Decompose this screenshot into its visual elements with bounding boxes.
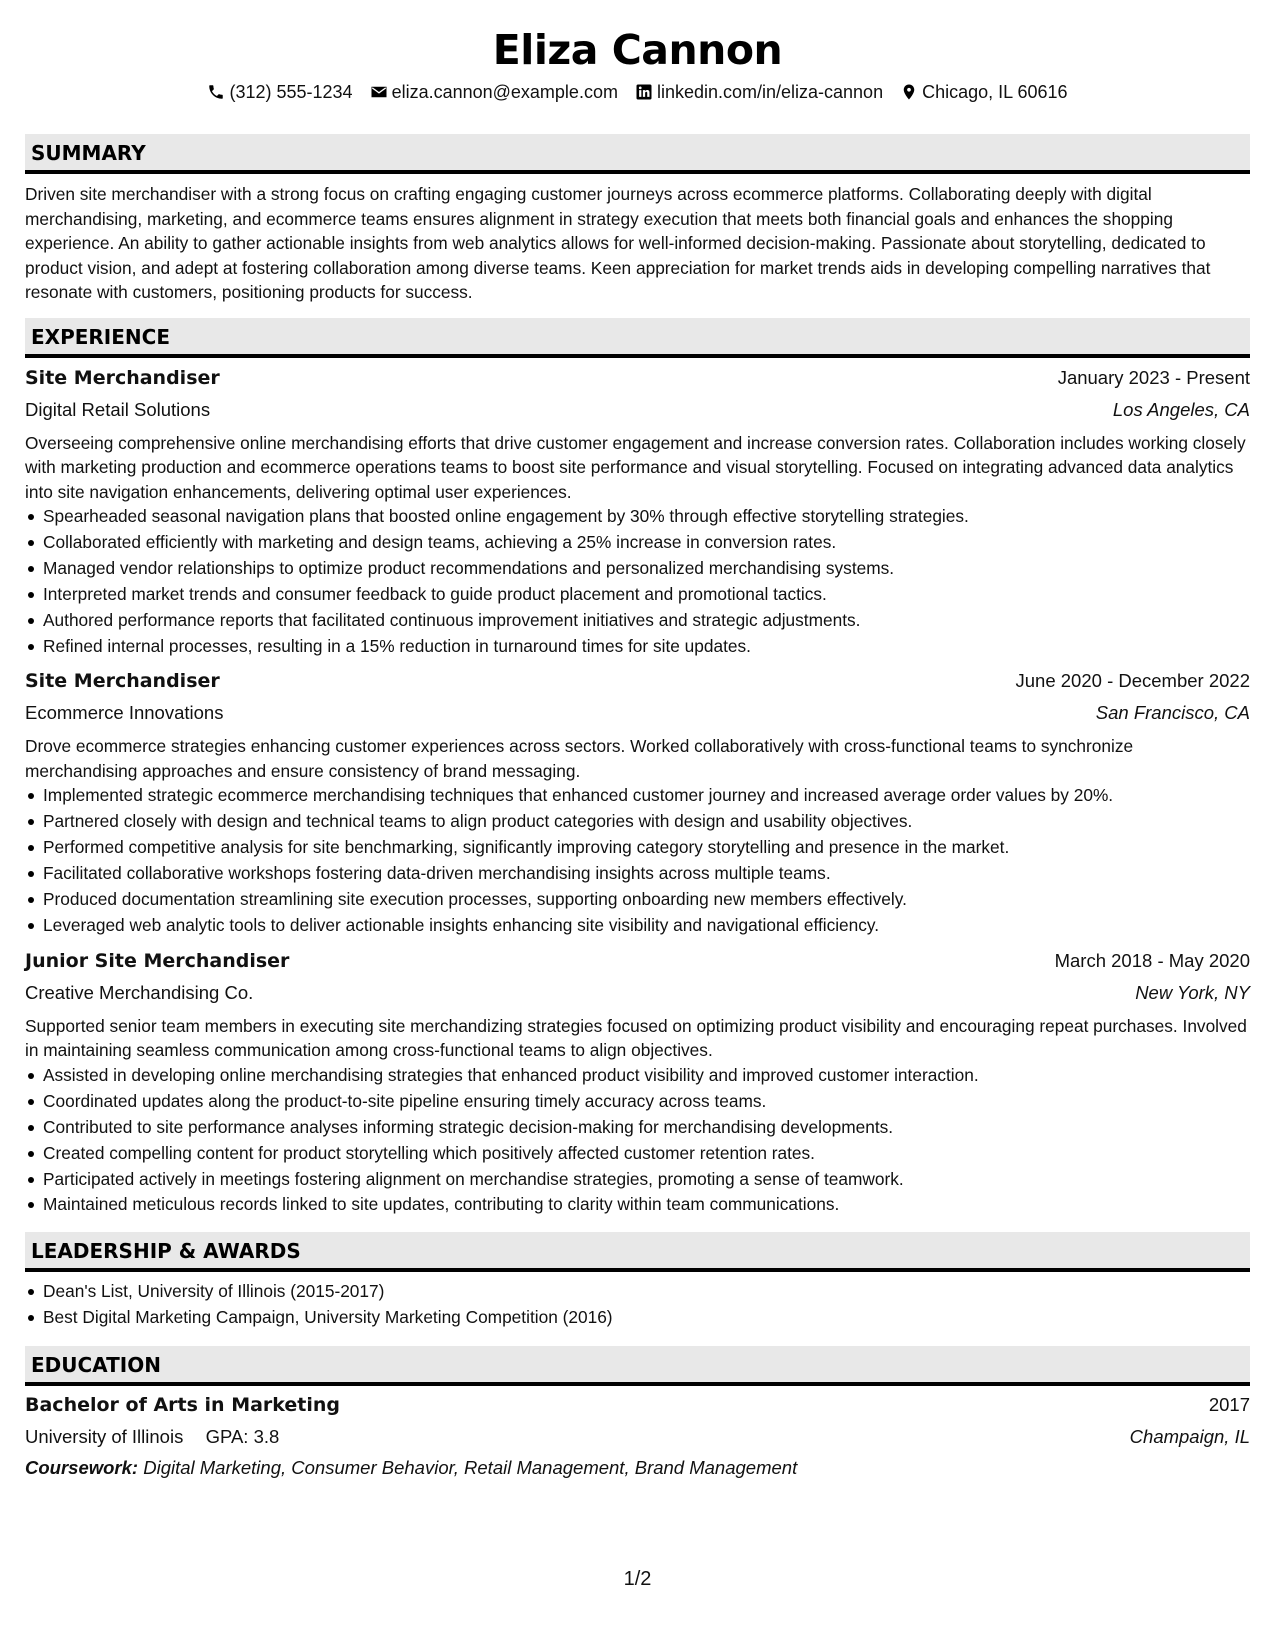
job-location: Los Angeles, CA (1112, 398, 1250, 420)
list-item: Leveraged web analytic tools to deliver actionable insights enhancing site visibility and navigational efficiency. (43, 913, 1250, 939)
coursework-list: Digital Marketing, Consumer Behavior, Retail Management, Brand Management (143, 1457, 798, 1479)
list-item: Authored performance reports that facilitated continuous improvement initiatives and strategic adjustments. (43, 608, 1250, 634)
list-item: Assisted in developing online merchandising strategies that enhanced product visibility and improved customer interaction. (43, 1063, 1250, 1089)
job-entry (25, 665, 1250, 938)
job-dates: June 2020 - December 2022 (1015, 670, 1250, 692)
job-location: New York, NY (1135, 981, 1250, 1003)
page-number: 1/2 (623, 1568, 652, 1590)
candidate-name: Eliza Cannon (492, 26, 783, 74)
list-item: Created compelling content for product storytelling which positively affected customer retention rates. (43, 1141, 1250, 1167)
list-item: Implemented strategic ecommerce merchandising techniques that enhanced customer journey and increased average order values by 20%. (43, 783, 1250, 809)
job-bullets (25, 783, 1250, 938)
degree: Bachelor of Arts in Marketing (25, 1394, 341, 1417)
location-text: Chicago, IL 60616 (922, 82, 1068, 102)
contact-phone[interactable] (207, 80, 352, 104)
job-description: Drove ecommerce strategies enhancing customer experiences across sectors. Worked collaboratively with cross-functional teams to synchronize merchandising approaches and ensure consistency of brand messaging. (25, 736, 1134, 781)
job-company: Ecommerce Innovations (25, 702, 224, 724)
job-entry (25, 362, 1250, 660)
map-pin-icon (900, 83, 918, 101)
awards-heading: LEADERSHIP & AWARDS (25, 1232, 1250, 1272)
summary-text: Driven site merchandiser with a strong focus on crafting engaging customer journeys across ecommerce platforms. Collaborating deeply with digital merchandising, marketing, and ecommerce teams ensures alignment in strategy execution that meets both financial goals and enhances the shopping experience. An ability to gather actionable insights from web analytics allows for well-informed decision-making. Passionate about storytelling, dedicated to product vision, and adept at fostering collaboration among diverse teams. Keen appreciation for market trends aids in developing compelling narratives that resonate with customers, positioning products for success. (25, 184, 1211, 302)
list-item: Interpreted market trends and consumer feedback to guide product placement and promotional tactics. (43, 582, 1250, 608)
list-item: Refined internal processes, resulting in a 15% reduction in turnaround times for site updates. (43, 634, 1250, 660)
experience-heading: EXPERIENCE (25, 318, 1250, 358)
school-name: University of Illinois (25, 1426, 184, 1448)
graduation-year: 2017 (1208, 1394, 1250, 1416)
list-item: Managed vendor relationships to optimize product recommendations and personalized merchandising systems. (43, 556, 1250, 582)
job-title: Junior Site Merchandiser (25, 949, 290, 972)
gpa: GPA: 3.8 (205, 1426, 280, 1448)
school-location: Champaign, IL (1129, 1426, 1250, 1448)
school-line (25, 1421, 279, 1453)
phone-icon (207, 83, 225, 101)
job-description: Overseeing comprehensive online merchandising efforts that drive customer engagement and increase conversion rates. Collaboration includes working closely with marketing production and ecommerce operations teams to boost site performance and visual storytelling. Focused on integrating advanced data analytics into site navigation enhancements, delivering optimal user experiences. (25, 432, 1246, 502)
job-company: Digital Retail Solutions (25, 398, 211, 420)
job-description: Supported senior team members in executing site merchandizing strategies focused on optimizing product visibility and encouraging repeat purchases. Involved in maintaining seamless communication among cross-functional teams to align objectives. (25, 1015, 1247, 1061)
contact-location (900, 80, 1067, 104)
phone-text: (312) 555-1234 (229, 82, 353, 102)
job-entry (25, 945, 1250, 1218)
summary-heading: SUMMARY (25, 134, 1250, 174)
coursework (25, 1453, 1250, 1483)
education-heading: EDUCATION (25, 1346, 1250, 1386)
job-bullets (25, 504, 1250, 659)
list-item: Participated actively in meetings fostering alignment on merchandise strategies, promoting a sense of teamwork. (43, 1167, 1250, 1193)
list-item: Produced documentation streamlining site execution processes, supporting onboarding new members effectively. (43, 887, 1250, 913)
list-item: Facilitated collaborative workshops fostering data-driven merchandising insights across multiple teams. (43, 861, 1250, 887)
job-dates: January 2023 - Present (1057, 366, 1250, 388)
awards-list (25, 1279, 1250, 1331)
envelope-icon (370, 83, 388, 101)
list-item: Dean's List, University of Illinois (2015-2017) (43, 1279, 1250, 1305)
linkedin-icon (635, 83, 653, 101)
job-title: Site Merchandiser (25, 670, 220, 693)
education-entry (25, 1389, 1250, 1483)
list-item: Best Digital Marketing Campaign, University Marketing Competition (2016) (43, 1305, 1250, 1331)
job-bullets (25, 1063, 1250, 1218)
job-title: Site Merchandiser (25, 366, 220, 389)
list-item: Coordinated updates along the product-to-site pipeline ensuring timely accuracy across teams. (43, 1089, 1250, 1115)
list-item: Spearheaded seasonal navigation plans that boosted online engagement by 30% through effective storytelling strategies. (43, 504, 1250, 530)
list-item: Partnered closely with design and technical teams to align product categories with design and usability objectives. (43, 809, 1250, 835)
contact-linkedin[interactable] (635, 80, 883, 104)
linkedin-text: linkedin.com/in/eliza-cannon (656, 82, 884, 102)
contact-email[interactable] (370, 80, 618, 104)
job-dates: March 2018 - May 2020 (1054, 949, 1250, 971)
job-location: San Francisco, CA (1095, 702, 1250, 724)
resume-page (25, 0, 1250, 1483)
contact-bar (25, 80, 1250, 104)
list-item: Maintained meticulous records linked to site updates, contributing to clarity within team communications. (43, 1192, 1250, 1218)
list-item: Collaborated efficiently with marketing and design teams, achieving a 25% increase in conversion rates. (43, 530, 1250, 556)
coursework-label: Coursework: (25, 1457, 139, 1479)
list-item: Contributed to site performance analyses informing strategic decision-making for merchandising developments. (43, 1115, 1250, 1141)
job-company: Creative Merchandising Co. (25, 981, 254, 1003)
email-text: eliza.cannon@example.com (391, 82, 618, 102)
list-item: Performed competitive analysis for site benchmarking, significantly improving category storytelling and presence in the market. (43, 835, 1250, 861)
